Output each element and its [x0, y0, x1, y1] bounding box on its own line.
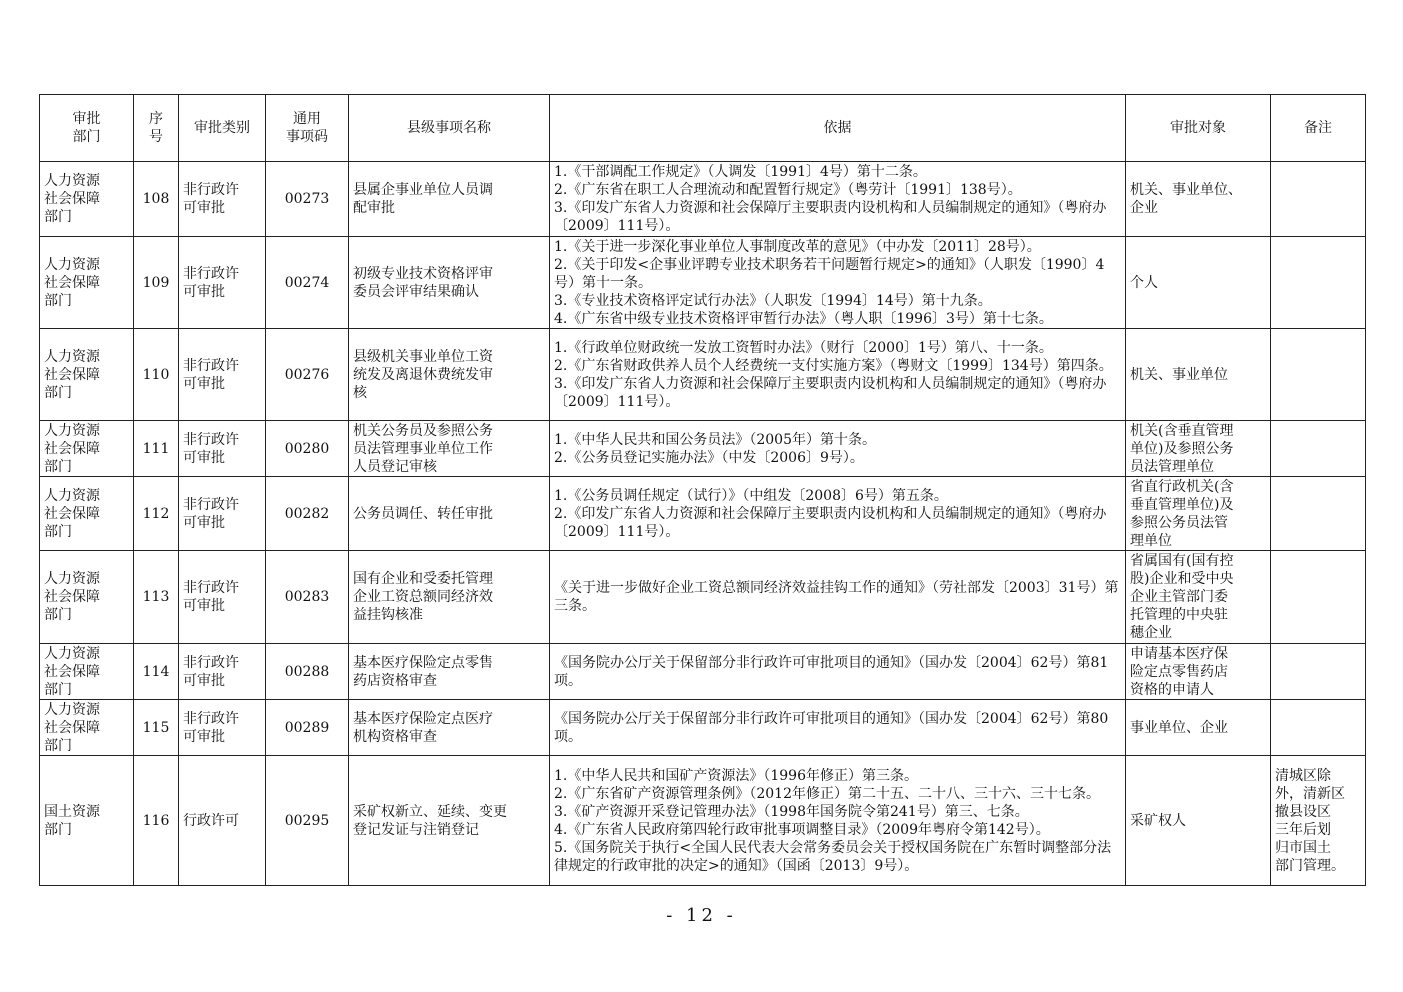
header-note: 备注	[1271, 95, 1366, 162]
cell-dept: 人力资源 社会保障 部门	[40, 551, 134, 644]
cell-category: 非行政许 可审批	[179, 421, 266, 477]
cell-code: 00282	[266, 477, 349, 551]
basis-line: 3.《印发广东省人力资源和社会保障厅主要职责内设机构和人员编制规定的通知》（粤府办〔2009〕111号）。	[554, 200, 1107, 234]
cell-target: 机关(含垂直管理 单位)及参照公务 员法管理单位	[1126, 421, 1271, 477]
basis-line: 《国务院办公厅关于保留部分非行政许可审批项目的通知》（国办发〔2004〕62号）第80项。	[554, 710, 1109, 745]
cell-no: 111	[134, 421, 179, 477]
cell-category: 行政许可	[179, 756, 266, 886]
cell-code: 00283	[266, 551, 349, 644]
cell-no: 108	[134, 162, 179, 237]
basis-line: 2.《印发广东省人力资源和社会保障厅主要职责内设机构和人员编制规定的通知》（粤府办〔2009〕111号）。	[554, 505, 1107, 540]
header-dept: 审批 部门	[40, 95, 134, 162]
cell-code: 00276	[266, 329, 349, 421]
cell-target: 省直行政机关(含 垂直管理单位)及 参照公务员法管 理单位	[1126, 477, 1271, 551]
cell-note	[1271, 551, 1366, 644]
cell-basis	[550, 329, 1126, 421]
table-row	[40, 756, 1366, 886]
cell-name: 机关公务员及参照公务 员法管理事业单位工作 人员登记审核	[349, 421, 550, 477]
basis-line: 4.《广东省人民政府第四轮行政审批事项调整目录》（2009年粤府令第142号）。	[554, 821, 1050, 838]
cell-code: 00295	[266, 756, 349, 886]
cell-note	[1271, 700, 1366, 756]
basis-line: 1.《干部调配工作规定》（人调发〔1991〕4号）第十二条。	[554, 164, 927, 180]
basis-line: 《国务院办公厅关于保留部分非行政许可审批项目的通知》（国办发〔2004〕62号）第81项。	[554, 654, 1109, 689]
header-no: 序 号	[134, 95, 179, 162]
cell-category: 非行政许 可审批	[179, 551, 266, 644]
cell-name: 国有企业和受委托管理 企业工资总额同经济效 益挂钩核准	[349, 551, 550, 644]
cell-note	[1271, 477, 1366, 551]
cell-note	[1271, 421, 1366, 477]
cell-basis	[550, 237, 1126, 329]
cell-name: 基本医疗保险定点零售 药店资格审查	[349, 644, 550, 700]
table-header-row	[40, 95, 1366, 162]
cell-dept: 人力资源 社会保障 部门	[40, 644, 134, 700]
cell-code: 00274	[266, 237, 349, 329]
cell-name: 公务员调任、转任审批	[349, 477, 550, 551]
cell-category: 非行政许 可审批	[179, 644, 266, 700]
header-category: 审批类别	[179, 95, 266, 162]
basis-line: 《关于进一步做好企业工资总额同经济效益挂钩工作的通知》（劳社部发〔2003〕31号）第三条。	[554, 580, 1119, 614]
cell-basis	[550, 421, 1126, 477]
basis-line: 1.《中华人民共和国矿产资源法》（1996年修正）第三条。	[554, 767, 918, 784]
basis-line: 1.《行政单位财政统一发放工资暂时办法》（财行〔2000〕1号）第八、十一条。	[554, 339, 1053, 356]
cell-note	[1271, 237, 1366, 329]
basis-line: 3.《印发广东省人力资源和社会保障厅主要职责内设机构和人员编制规定的通知》（粤府办〔2009〕111号）。	[554, 375, 1107, 410]
cell-target: 机关、事业单位、 企业	[1126, 162, 1271, 237]
cell-note: 清城区除 外，清新区 撤县设区 三年后划 归市国土 部门管理。	[1271, 756, 1366, 886]
header-basis: 依据	[550, 95, 1126, 162]
table-row	[40, 237, 1366, 329]
basis-line: 2.《关于印发<企事业评聘专业技术职务若干问题暂行规定>的通知》（人职发〔1990〕4号）第十一条。	[554, 256, 1105, 291]
cell-dept: 国土资源 部门	[40, 756, 134, 886]
cell-category: 非行政许 可审批	[179, 477, 266, 551]
cell-dept: 人力资源 社会保障 部门	[40, 237, 134, 329]
table-row	[40, 644, 1366, 700]
cell-code: 00280	[266, 421, 349, 477]
table-row	[40, 421, 1366, 477]
cell-name: 初级专业技术资格评审 委员会评审结果确认	[349, 237, 550, 329]
cell-basis	[550, 477, 1126, 551]
cell-name: 县属企事业单位人员调 配审批	[349, 162, 550, 237]
cell-no: 116	[134, 756, 179, 886]
basis-line: 2.《广东省矿产资源管理条例》（2012年修正）第二十五、二十八、三十六、三十七条。	[554, 785, 1100, 802]
cell-dept: 人力资源 社会保障 部门	[40, 700, 134, 756]
cell-no: 109	[134, 237, 179, 329]
basis-line: 1.《公务员调任规定（试行）》（中组发〔2008〕6号）第五条。	[554, 487, 948, 504]
cell-category: 非行政许 可审批	[179, 162, 266, 237]
cell-target: 事业单位、企业	[1126, 700, 1271, 756]
table-row	[40, 329, 1366, 421]
cell-name: 采矿权新立、延续、变更 登记发证与注销登记	[349, 756, 550, 886]
approval-items-table	[39, 94, 1366, 886]
basis-line: 2.《广东省在职工人合理流动和配置暂行规定》（粤劳计〔1991〕138号）。	[554, 182, 1022, 198]
basis-line: 3.《专业技术资格评定试行办法》（人职发〔1994〕14号）第十九条。	[554, 292, 992, 309]
basis-line: 1.《中华人民共和国公务员法》（2005年）第十条。	[554, 431, 876, 448]
table-row	[40, 700, 1366, 756]
header-target: 审批对象	[1126, 95, 1271, 162]
cell-no: 112	[134, 477, 179, 551]
cell-basis	[550, 551, 1126, 644]
basis-line: 4.《广东省中级专业技术资格评审暂行办法》（粤人职〔1996〕3号）第十七条。	[554, 310, 1053, 327]
page-number: - 12 -	[666, 905, 737, 926]
cell-category: 非行政许 可审批	[179, 329, 266, 421]
cell-basis	[550, 756, 1126, 886]
cell-dept: 人力资源 社会保障 部门	[40, 477, 134, 551]
cell-dept: 人力资源 社会保障 部门	[40, 421, 134, 477]
basis-line: 3.《矿产资源开采登记管理办法》（1998年国务院令第241号）第三、七条。	[554, 803, 1029, 820]
cell-no: 115	[134, 700, 179, 756]
cell-note	[1271, 329, 1366, 421]
table-row	[40, 477, 1366, 551]
cell-basis	[550, 644, 1126, 700]
cell-code: 00289	[266, 700, 349, 756]
cell-target: 省属国有(国有控 股)企业和受中央 企业主管部门委 托管理的中央驻 穗企业	[1126, 551, 1271, 644]
basis-line: 5.《国务院关于执行<全国人民代表大会常务委员会关于授权国务院在广东暂时调整部分法律规定的行政审批的决定>的通知》（国函〔2013〕9号）。	[554, 839, 1112, 874]
header-code: 通用 事项码	[266, 95, 349, 162]
basis-line: 2.《广东省财政供养人员个人经费统一支付实施方案》（粤财文〔1999〕134号）第四条。	[554, 357, 1113, 374]
cell-note	[1271, 162, 1366, 237]
cell-name: 基本医疗保险定点医疗 机构资格审查	[349, 700, 550, 756]
cell-target: 申请基本医疗保 险定点零售药店 资格的申请人	[1126, 644, 1271, 700]
cell-code: 00288	[266, 644, 349, 700]
table-row	[40, 551, 1366, 644]
header-name: 县级事项名称	[349, 95, 550, 162]
cell-basis	[550, 162, 1126, 237]
cell-name: 县级机关事业单位工资 统发及离退休费统发审 核	[349, 329, 550, 421]
cell-category: 非行政许 可审批	[179, 237, 266, 329]
cell-dept: 人力资源 社会保障 部门	[40, 329, 134, 421]
cell-dept: 人力资源 社会保障 部门	[40, 162, 134, 237]
cell-no: 110	[134, 329, 179, 421]
table-body	[40, 162, 1366, 886]
cell-no: 113	[134, 551, 179, 644]
cell-target: 机关、事业单位	[1126, 329, 1271, 421]
cell-no: 114	[134, 644, 179, 700]
cell-code: 00273	[266, 162, 349, 237]
basis-line: 1.《关于进一步深化事业单位人事制度改革的意见》（中办发〔2011〕28号）。	[554, 238, 1041, 255]
cell-basis	[550, 700, 1126, 756]
cell-target: 采矿权人	[1126, 756, 1271, 886]
table-row	[40, 162, 1366, 237]
cell-category: 非行政许 可审批	[179, 700, 266, 756]
cell-target: 个人	[1126, 237, 1271, 329]
basis-line: 2.《公务员登记实施办法》（中发〔2006〕9号）。	[554, 449, 864, 466]
cell-note	[1271, 644, 1366, 700]
